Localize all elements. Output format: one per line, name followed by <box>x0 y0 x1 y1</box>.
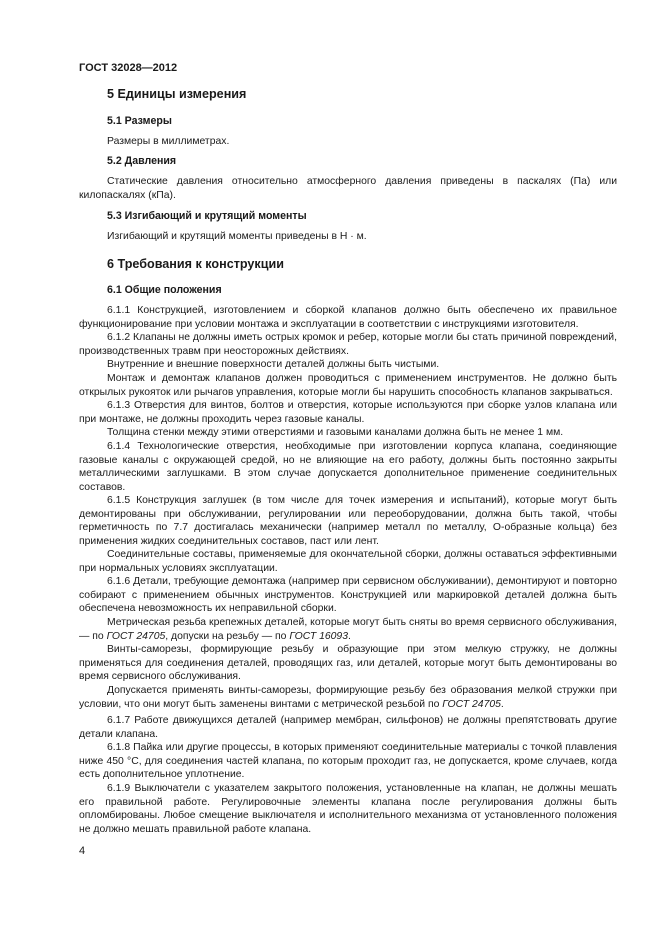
paragraph-6-1-8: 6.1.8 Пайка или другие процессы, в которых применяют соединительные материалы с точкой плавления ниже 450 °С, для соединения частей клапана, по которым проходит газ, не допускается, кроме случаев, когда есть дополнительное уплотнение. <box>79 742 617 780</box>
thread-text-end: . <box>348 630 351 642</box>
document-header: ГОСТ 32028—2012 <box>79 62 178 74</box>
section-5-title: 5 Единицы измерения <box>107 87 247 101</box>
section-5-3-title: 5.3 Изгибающий и крутящий моменты <box>107 210 307 222</box>
paragraph-6-1-2-assembly: Монтаж и демонтаж клапанов должен проводиться с применением инструментов. Не должно быть открылых рукояток или рычагов управления, которые могли бы нарушить способность клапанов закрываться. <box>79 373 617 398</box>
paragraph-6-1-3: 6.1.3 Отверстия для винтов, болтов и отверстия, которые используются при сборке узлов клапана или при монтаже, не должны проходить через газовые каналы. <box>79 400 617 425</box>
thread-text-start: Метрическая резьба крепежных деталей, которые могут быть сняты во время сервисного обслуживания, — по <box>79 617 617 642</box>
section-5-2-text: Статические давления относительно атмосферного давления приведены в паскалях (Па) или килопаскалях (кПа). <box>79 176 617 201</box>
paragraph-6-1-5-compounds: Соединительные составы, применяемые для окончательной сборки, должны оставаться эффективными при нормальных условиях эксплуатации. <box>79 549 617 574</box>
gost-24705-reference: ГОСТ 24705 <box>106 630 166 642</box>
paragraph-6-1-7: 6.1.7 Работе движущихся деталей (например мембран, сильфонов) не должны препятствовать другие детали клапана. <box>79 715 617 740</box>
paragraph-6-1-2: 6.1.2 Клапаны не должны иметь острых кромок и ребер, которые могли бы стать причиной повреждений, производственных травм при неосторожных действиях. <box>79 332 617 357</box>
paragraph-6-1-1: 6.1.1 Конструкцией, изготовлением и сборкой клапанов должно быть обеспечено их правильное функционирование при условии монтажа и эксплуатации в соответствии с инструкциями изготовителя. <box>79 305 617 330</box>
paragraph-6-1-3-wall: Толщина стенки между этими отверстиями и газовыми каналами должна быть не менее 1 мм. <box>107 427 564 438</box>
paragraph-6-1-9: 6.1.9 Выключатели с указателем закрытого положения, установленные на клапан, не должны мешать его правильной работе. Регулировочные элементы клапана после регулирования должны быть опломбированы. Любое смещение выключателя и исполнительного механизма от установленного положения не должно мешать правильной работе клапана. <box>79 783 617 835</box>
page-number: 4 <box>79 845 86 857</box>
paragraph-6-1-2-surfaces: Внутренние и внешние поверхности деталей должны быть чистыми. <box>107 359 440 370</box>
allowed-text-end: . <box>500 698 504 710</box>
section-6-title: 6 Требования к конструкции <box>107 257 284 271</box>
section-6-1-title: 6.1 Общие положения <box>107 284 222 296</box>
gost-16093-reference: ГОСТ 16093 <box>289 630 348 642</box>
allowed-text-start: Допускается применять винты-саморезы, формирующие резьбу без образования мелкой стружки при условии, что они могут быть заменены винтами с метрической резьбой по <box>79 685 617 710</box>
section-5-1-title: 5.1 Размеры <box>107 115 172 127</box>
paragraph-6-1-6: 6.1.6 Детали, требующие демонтажа (например при сервисном обслуживании), демонтируют и повторно собирают с применением обычных инструментов. Конструкцией или маркировкой деталей должна быть обеспечена невозможность их неправильной сборки. <box>79 576 617 614</box>
paragraph-6-1-6-thread <box>79 616 617 643</box>
paragraph-6-1-6-allowed <box>79 684 617 711</box>
section-5-1-text: Размеры в миллиметрах. <box>107 136 230 147</box>
gost-24705-reference-2: ГОСТ 24705 <box>442 698 501 710</box>
thread-text-middle: , допуски на резьбу — по <box>165 630 290 642</box>
section-5-3-text: Изгибающий и крутящий моменты приведены в Н · м. <box>107 231 367 242</box>
paragraph-6-1-6-screws: Винты-саморезы, формирующие резьбу и образующие при этом мелкую стружку, не должны применяться для соединения деталей, проводящих газ, или деталей, которые могут быть демонтированы во время сервисного обслуживания. <box>79 644 617 682</box>
section-5-2-title: 5.2 Давления <box>107 155 177 167</box>
paragraph-6-1-4: 6.1.4 Технологические отверстия, необходимые при изготовлении корпуса клапана, соединяющие газовые каналы с окружающей средой, но не влияющие на его работу, должны быть постоянно закрыты металлическими заглушками. В этом случае допускается дополнительное применение соединительных составов. <box>79 441 617 493</box>
paragraph-6-1-5: 6.1.5 Конструкция заглушек (в том числе для точек измерения и испытаний), которые могут быть демонтированы при обслуживании, регулировании или переоборудовании, должна быть такой, чтобы герметичность по 7.7 достигалась механически (например металл по металлу, О-образные кольца) без применения жидких соединительных составов, паст или лент. <box>79 495 617 547</box>
